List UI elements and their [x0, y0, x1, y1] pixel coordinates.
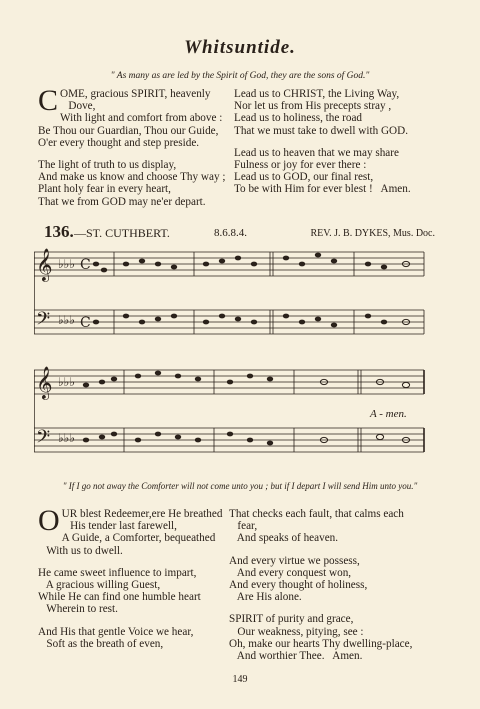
hymn-b-left [38, 504, 238, 650]
drop-cap: O [38, 504, 60, 537]
stanza: He came sweet influence to impart, A gracious willing Guest, While He can find one humble heart Wherein to rest. [38, 566, 201, 616]
hymn-b-right [229, 508, 444, 662]
svg-text:C: C [80, 257, 91, 273]
stanza: And every virtue we possess, And every conquest won, And every thought of holiness, Are His alone. [229, 554, 368, 604]
hymn-number: 136. [44, 222, 74, 241]
amen-label: A - men. [370, 408, 407, 420]
svg-text:C: C [80, 315, 91, 331]
stanza: OME, gracious SPIRIT, heavenly Dove, With light and comfort from above : Be Thou our Guardian, Thou our Guide, O'er every thought and step preside. [38, 88, 223, 149]
stanza: The light of truth to us display, And make us know and choose Thy way ; Plant holy fear in every heart, That we from GOD may ne'er depart. [38, 159, 226, 208]
stanza: Lead us to CHRIST, the Living Way, Nor let us from His precepts stray , Lead us to holiness, the road That we must take to dwell with GOD. [234, 88, 408, 137]
svg-text:𝄞: 𝄞 [36, 248, 53, 281]
svg-text:𝄢: 𝄢 [36, 309, 51, 334]
stanza: And His that gentle Voice we hear, Soft as the breath of even, [38, 625, 194, 650]
page-number: 149 [232, 674, 248, 685]
stanza: SPIRIT of purity and grace, Our weakness, pitying, see : Oh, make our hearts Thy dwelling-place, And worthier Thee. Amen. [229, 613, 413, 663]
svg-text:♭♭♭: ♭♭♭ [58, 375, 75, 389]
epigraph: " As many as are led by the Spirit of God, they are the sons of God." [110, 71, 370, 81]
hymn-a-right [234, 88, 444, 196]
music-score-system-1 [34, 244, 430, 352]
svg-text:𝄞: 𝄞 [36, 366, 53, 399]
hymn-a-left [38, 84, 238, 208]
hymn-header [44, 222, 435, 244]
svg-text:♭♭♭: ♭♭♭ [58, 257, 75, 271]
scripture-quote: " If I go not away the Comforter will not come unto you ; but if I depart I will send Him unto you." [62, 481, 418, 491]
stanza: UR blest Redeemer,ere He breathed His tender last farewell, A Guide, a Comforter, bequeathed With us to dwell. [46, 508, 223, 557]
stanza: That checks each fault, that calms each fear, And speaks of heaven. [229, 508, 404, 545]
svg-text:𝄢: 𝄢 [36, 427, 51, 452]
page-title: Whitsuntide. [184, 37, 296, 58]
tune-name: —ST. CUTHBERT. [74, 226, 170, 240]
stanza: Lead us to heaven that we may share Fulness or joy for ever there : Lead us to GOD, our final rest, To be with Him for ever blest ! Amen. [234, 146, 411, 196]
svg-text:♭♭♭: ♭♭♭ [58, 431, 75, 445]
meter: 8.6.8.4. [214, 227, 247, 239]
composer: REV. J. B. DYKES, Mus. Doc. [310, 228, 435, 239]
svg-text:♭♭♭: ♭♭♭ [58, 313, 75, 327]
drop-cap: C [38, 84, 59, 117]
